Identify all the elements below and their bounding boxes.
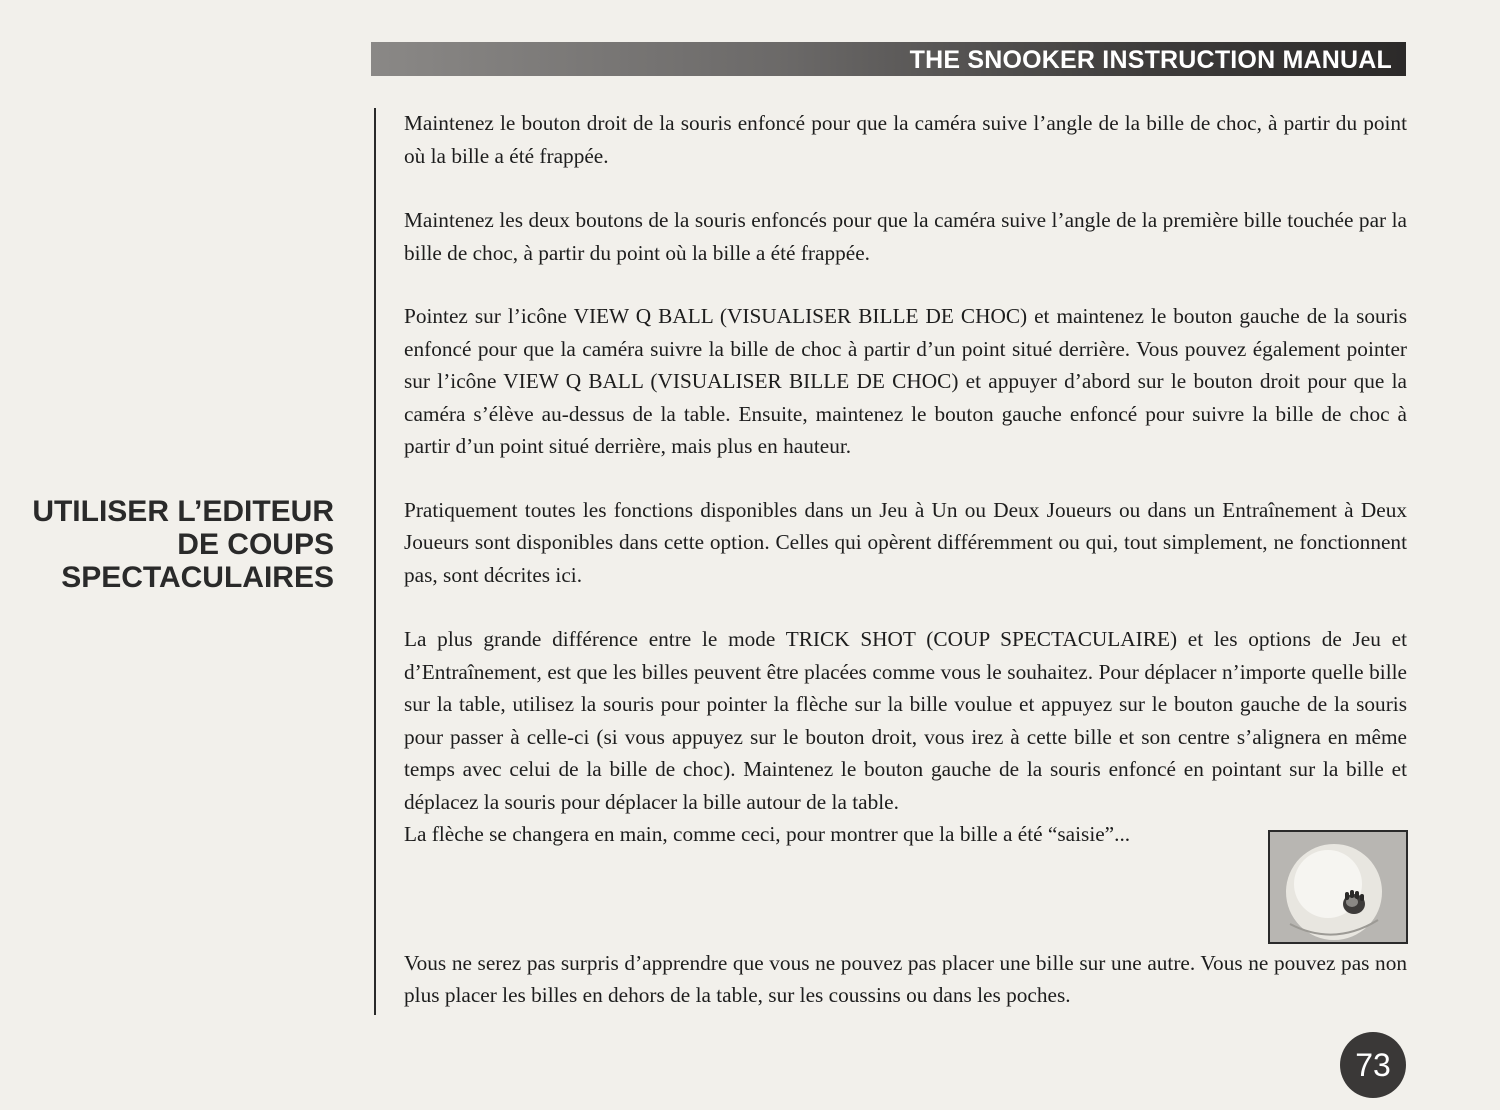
body-text [404,107,1407,1012]
section-heading-line: DE COUPS [177,528,334,561]
paragraph: Pointez sur l’icône VIEW Q BALL (VISUALISER BILLE DE CHOC) et maintenez le bouton gauche de la souris enfoncé pour que la caméra suivre la bille de choc à partir d’un point situé derrière. Vous pouvez également pointer sur l’icône VIEW Q BALL (VISUALISER BILLE DE CHOC) et appuyer d’abord sur le bouton droit pour que la caméra s’élève au-dessus de la table. Ensuite, maintenez le bouton gauche enfoncé pour suivre la bille de choc à partir d’un point situé derrière, mais plus en hauteur. [404,304,1407,458]
section-heading-line: SPECTACULAIRES [61,561,334,594]
column-divider [374,108,376,1015]
grabbing-hand-on-ball-icon [1268,830,1408,944]
paragraph-text: La flèche se changera en main, comme ceci, pour montrer que la bille a été “saisie”... [404,822,1131,846]
section-heading-line: UTILISER L’EDITEUR [32,495,334,528]
page-number: 73 [1340,1032,1406,1098]
paragraph: Maintenez les deux boutons de la souris enfoncés pour que la caméra suive l’angle de la première bille touchée par la bille de choc, à partir du point où la bille a été frappée. [404,208,1407,265]
grabbing-hand-on-ball-illustration [1270,832,1406,942]
paragraph: Vous ne serez pas surpris d’apprendre que vous ne pouvez pas placer une bille sur une autre. Vous ne pouvez pas non plus placer les billes en dehors de la table, sur les coussins ou dans les poches. [404,950,1407,1007]
running-header-title: THE SNOOKER INSTRUCTION MANUAL [909,46,1392,74]
paragraph [404,623,1407,851]
paragraph-text: La plus grande différence entre le mode TRICK SHOT (COUP SPECTACULAIRE) et les options de Jeu et d’Entraînement, est que les billes peuvent être placées comme vous le souhaitez. Pour déplacer n’importe quelle bille sur la table, utilisez la souris pour pointer la flèche sur la bille voulue et appuyez sur le bouton gauche de la souris pour passer à celle-ci (si vous appuyez sur le bouton droit, vous irez à cette bille et son centre s’alignera en même temps avec celui de la bille de choc). Maintenez le bouton gauche de la souris enfoncé en pointant sur la bille et déplacez la souris pour déplacer la bille autour de la table. [404,627,1407,814]
paragraph: Pratiquement toutes les fonctions disponibles dans un Jeu à Un ou Deux Joueurs ou dans un Entraînement à Deux Joueurs sont disponibles dans cette option. Celles qui opèrent différemment ou qui, tout simplement, ne fonctionnent pas, sont décrites ici. [404,497,1407,587]
header-band [371,42,1406,76]
section-heading [0,495,334,594]
paragraph: Maintenez le bouton droit de la souris enfoncé pour que la caméra suive l’angle de la bille de choc, à partir du point où la bille a été frappée. [404,111,1407,168]
illustration-spacer [404,851,1407,947]
